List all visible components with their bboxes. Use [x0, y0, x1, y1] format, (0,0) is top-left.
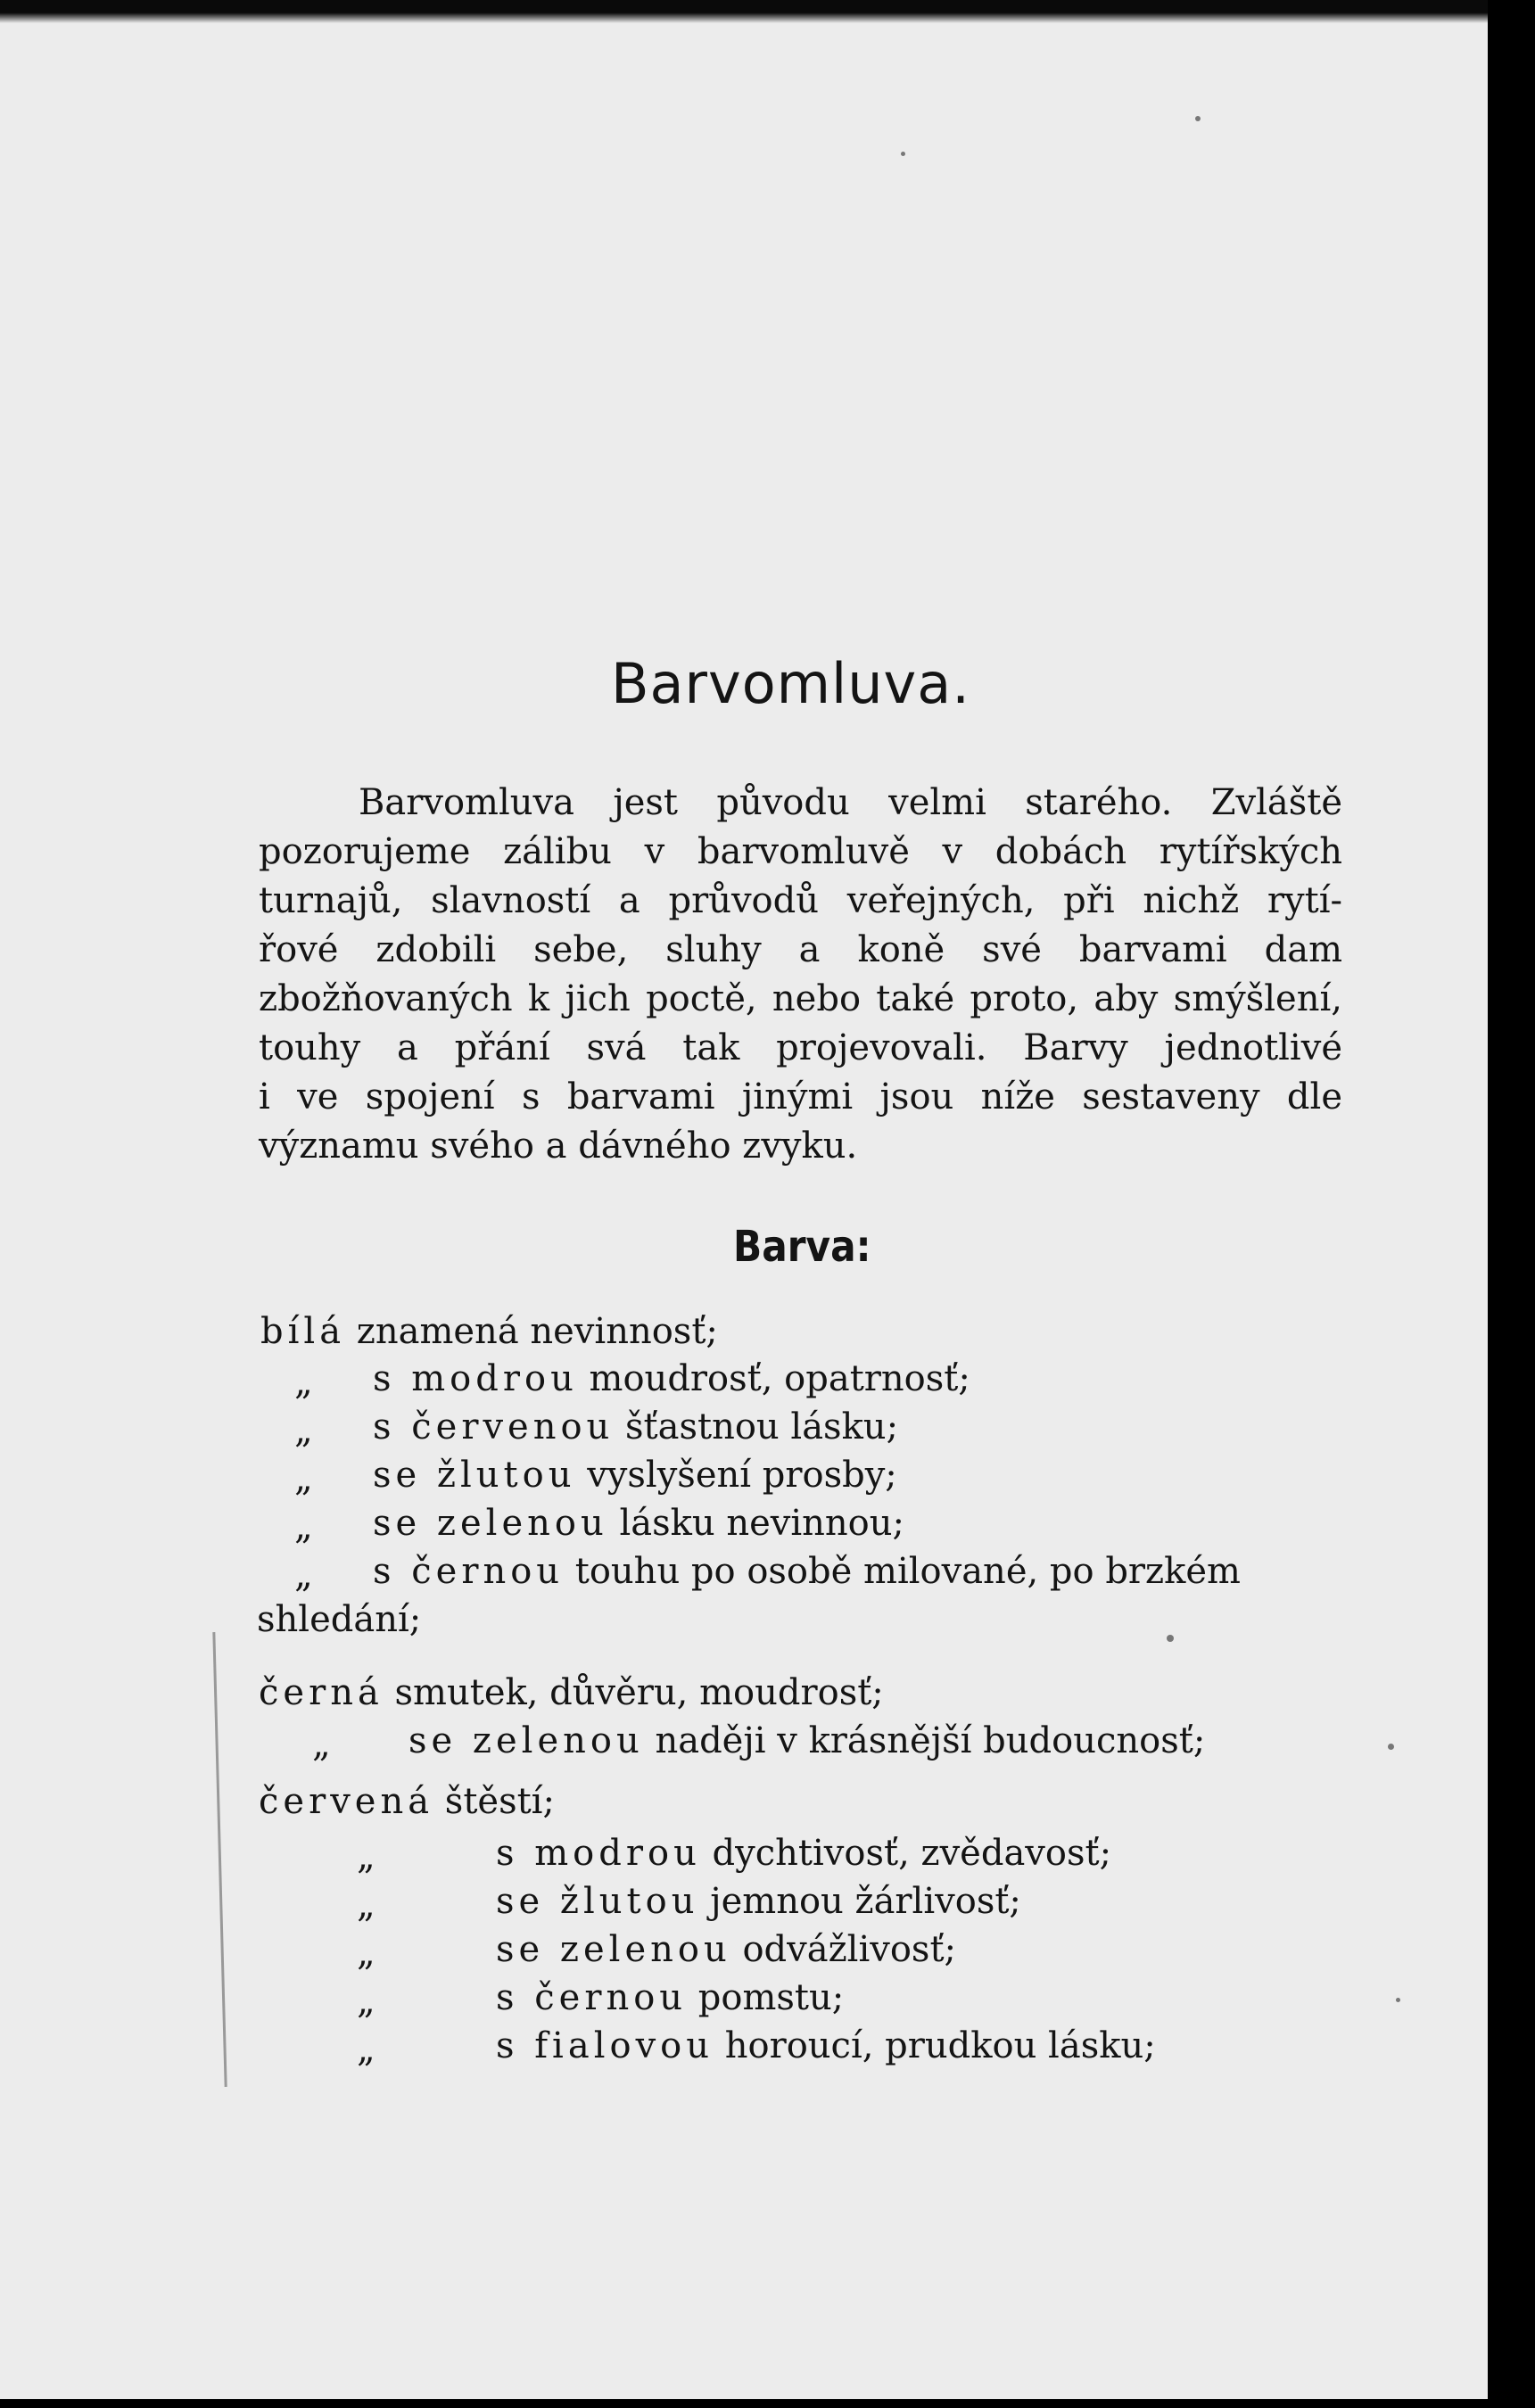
intro-line: Barvomluva jest původu velmi starého. Zvláště	[359, 782, 1342, 823]
ditto-mark: „	[357, 1884, 375, 1926]
color-name: s černou	[373, 1551, 565, 1592]
meaning: štěstí;	[444, 1781, 555, 1822]
ditto-mark: „	[312, 1724, 331, 1765]
list-item	[373, 1406, 899, 1447]
meaning: vyslyšení prosby;	[587, 1455, 897, 1496]
color-name: se zelenou	[409, 1720, 644, 1761]
margin-pencil-line	[212, 1632, 227, 2087]
list-item-continuation	[257, 1599, 422, 1640]
intro-line: touhy a přání svá tak projevovali. Barvy jednotlivé	[259, 1027, 1342, 1068]
color-name: bílá	[260, 1311, 346, 1352]
ink-speck	[1396, 1998, 1400, 2002]
list-item	[496, 2025, 1156, 2066]
color-name: se zelenou	[496, 1929, 731, 1970]
ditto-mark: „	[357, 1981, 375, 2022]
ditto-mark: „	[294, 1554, 313, 1596]
list-item	[373, 1551, 1241, 1592]
ditto-mark: „	[294, 1506, 313, 1547]
color-name: se zelenou	[373, 1503, 608, 1544]
list-item	[496, 1881, 1021, 1922]
color-name: s černou	[496, 1977, 688, 2018]
intro-line: řové zdobili sebe, sluhy a koně své barvami dam	[259, 929, 1342, 970]
list-item	[373, 1358, 970, 1399]
list-item	[496, 1833, 1112, 1874]
meaning: pomstu;	[697, 1977, 845, 2018]
color-name: s fialovou	[496, 2025, 714, 2066]
color-name: červená	[259, 1781, 434, 1822]
color-name: se žlutou	[496, 1881, 699, 1922]
meaning: jemnou žárlivosť;	[710, 1881, 1021, 1922]
color-name: s červenou	[373, 1406, 615, 1447]
list-item	[373, 1503, 905, 1544]
page-title: Barvomluva.	[611, 651, 970, 716]
meaning: horoucí, prudkou lásku;	[724, 2025, 1156, 2066]
ink-speck	[1167, 1635, 1174, 1642]
meaning: shledání;	[257, 1599, 422, 1640]
section-heading: Barva:	[733, 1222, 871, 1272]
scan-right-edge	[1488, 0, 1535, 2408]
intro-line: zbožňovaných k jich poctě, nebo také proto, aby smýšlení,	[259, 978, 1342, 1019]
meaning: moudrosť, opatrnosť;	[589, 1358, 970, 1399]
intro-line: i ve spojení s barvami jinými jsou níže sestaveny dle	[259, 1076, 1342, 1117]
ditto-mark: „	[294, 1362, 313, 1403]
intro-line: pozorujeme zálibu v barvomluvě v dobách rytířských	[259, 831, 1342, 872]
ditto-mark: „	[357, 1933, 375, 1974]
color-name: černá	[259, 1672, 384, 1713]
meaning: lásku nevinnou;	[619, 1503, 905, 1544]
ditto-mark: „	[294, 1410, 313, 1451]
ditto-mark: „	[357, 2029, 375, 2070]
ink-speck	[1195, 116, 1201, 121]
ink-speck	[1388, 1744, 1394, 1750]
ditto-mark: „	[357, 1836, 375, 1877]
list-item	[409, 1720, 1206, 1761]
list-item	[259, 1781, 555, 1822]
intro-line: turnajů, slavností a průvodů veřejných, při nichž rytí-	[259, 880, 1342, 921]
color-name: s modrou	[496, 1833, 701, 1874]
color-name: s modrou	[373, 1358, 578, 1399]
intro-line: významu svého a dávného zvyku.	[259, 1126, 858, 1167]
scan-top-edge	[0, 0, 1498, 23]
meaning: smutek, důvěru, moudrosť;	[394, 1672, 884, 1713]
color-name: se žlutou	[373, 1455, 576, 1496]
list-item	[260, 1311, 718, 1352]
list-item	[496, 1929, 957, 1970]
meaning: šťastnou lásku;	[625, 1406, 899, 1447]
meaning: odvážlivosť;	[742, 1929, 957, 1970]
scan-bottom-edge	[0, 2399, 1535, 2408]
list-item	[496, 1977, 845, 2018]
meaning: znamená nevinnosť;	[356, 1311, 718, 1352]
meaning: dychtivosť, zvědavosť;	[712, 1833, 1112, 1874]
list-item	[259, 1672, 884, 1713]
meaning: touhu po osobě milované, po brzkém	[574, 1551, 1241, 1592]
meaning: naději v krásnější budoucnosť;	[655, 1720, 1206, 1761]
ditto-mark: „	[294, 1458, 313, 1499]
list-item	[373, 1455, 897, 1496]
ink-speck	[901, 152, 905, 156]
